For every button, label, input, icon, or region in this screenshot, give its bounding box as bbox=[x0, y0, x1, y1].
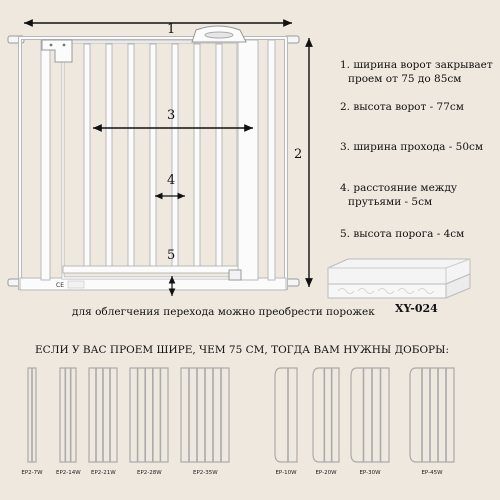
spec-4-line-2: прутьями - 5см bbox=[348, 196, 433, 208]
threshold-note: для облегчения перехода можно преобрести порожек bbox=[72, 306, 375, 318]
extension-ep2-14w bbox=[60, 368, 76, 462]
door-bar bbox=[216, 44, 222, 266]
gate-door-bottom-rail bbox=[63, 266, 238, 273]
label-sticker bbox=[68, 281, 84, 288]
extension-code-label: EP-20W bbox=[315, 470, 337, 476]
extension-ep2-7w bbox=[28, 368, 36, 462]
extension-code-label: EP2-14W bbox=[56, 470, 81, 476]
spec-2-line-1: 2. высота ворот - 77см bbox=[340, 101, 464, 113]
extension-ep2-35w bbox=[181, 368, 229, 462]
extension-ep2-21w bbox=[89, 368, 117, 462]
dimension-label-5: 5 bbox=[167, 248, 176, 263]
gate-right-bar bbox=[268, 40, 275, 280]
extension-ep-30w bbox=[351, 368, 389, 462]
baby-gate bbox=[8, 26, 299, 290]
threshold-model: XY-024 bbox=[395, 302, 438, 315]
extension-code-label: EP-45W bbox=[421, 470, 443, 476]
dimension-label-2: 2 bbox=[294, 147, 303, 162]
extension-code-label: EP2-28W bbox=[137, 470, 162, 476]
extension-code-label: EP-10W bbox=[275, 470, 297, 476]
spec-3-line-1: 3. ширина прохода - 50см bbox=[340, 141, 484, 153]
extension-code-label: EP2-7W bbox=[21, 470, 43, 476]
gate-left-bar bbox=[41, 40, 50, 280]
spec-3 bbox=[340, 140, 483, 154]
spec-5 bbox=[340, 227, 464, 241]
dimension-label-3: 3 bbox=[167, 108, 176, 123]
extension-code-label: EP2-21W bbox=[91, 470, 116, 476]
spec-5-line-1: 5. высота порога - 4см bbox=[340, 228, 465, 240]
spec-1 bbox=[340, 58, 493, 86]
extension-ep-45w bbox=[410, 368, 454, 462]
gate-right-post bbox=[238, 40, 258, 280]
spec-4 bbox=[340, 181, 457, 209]
ce-badge: CE bbox=[56, 282, 64, 289]
extension-ep2-28w bbox=[130, 368, 168, 462]
extension-ep-20w bbox=[313, 368, 339, 462]
door-bar bbox=[84, 44, 90, 266]
extension-code-label: EP-30W bbox=[359, 470, 381, 476]
dimension-label-4: 4 bbox=[167, 173, 176, 188]
door-bar bbox=[106, 44, 112, 266]
door-bar bbox=[128, 44, 134, 266]
spec-1-line-1: 1. ширина ворот закрывает bbox=[340, 59, 493, 71]
bottom-latch bbox=[229, 270, 241, 280]
spec-1-line-2: проем от 75 до 85см bbox=[348, 73, 462, 85]
dimension-label-1: 1 bbox=[167, 22, 176, 37]
extension-code-label: EP2-35W bbox=[193, 470, 218, 476]
threshold-part bbox=[328, 259, 470, 298]
spec-4-line-1: 4. расстояние между bbox=[340, 182, 458, 194]
extension-ep-10w bbox=[275, 368, 297, 462]
door-bar bbox=[172, 44, 178, 266]
door-bars bbox=[84, 44, 222, 266]
door-bar bbox=[150, 44, 156, 266]
spec-2 bbox=[340, 100, 464, 114]
extensions-heading: ЕСЛИ У ВАС ПРОЕМ ШИРЕ, ЧЕМ 75 СМ, ТОГДА ВАМ НУЖНЫ ДОБОРЫ: bbox=[35, 344, 449, 356]
extensions-row bbox=[28, 368, 454, 462]
door-bar bbox=[194, 44, 200, 266]
